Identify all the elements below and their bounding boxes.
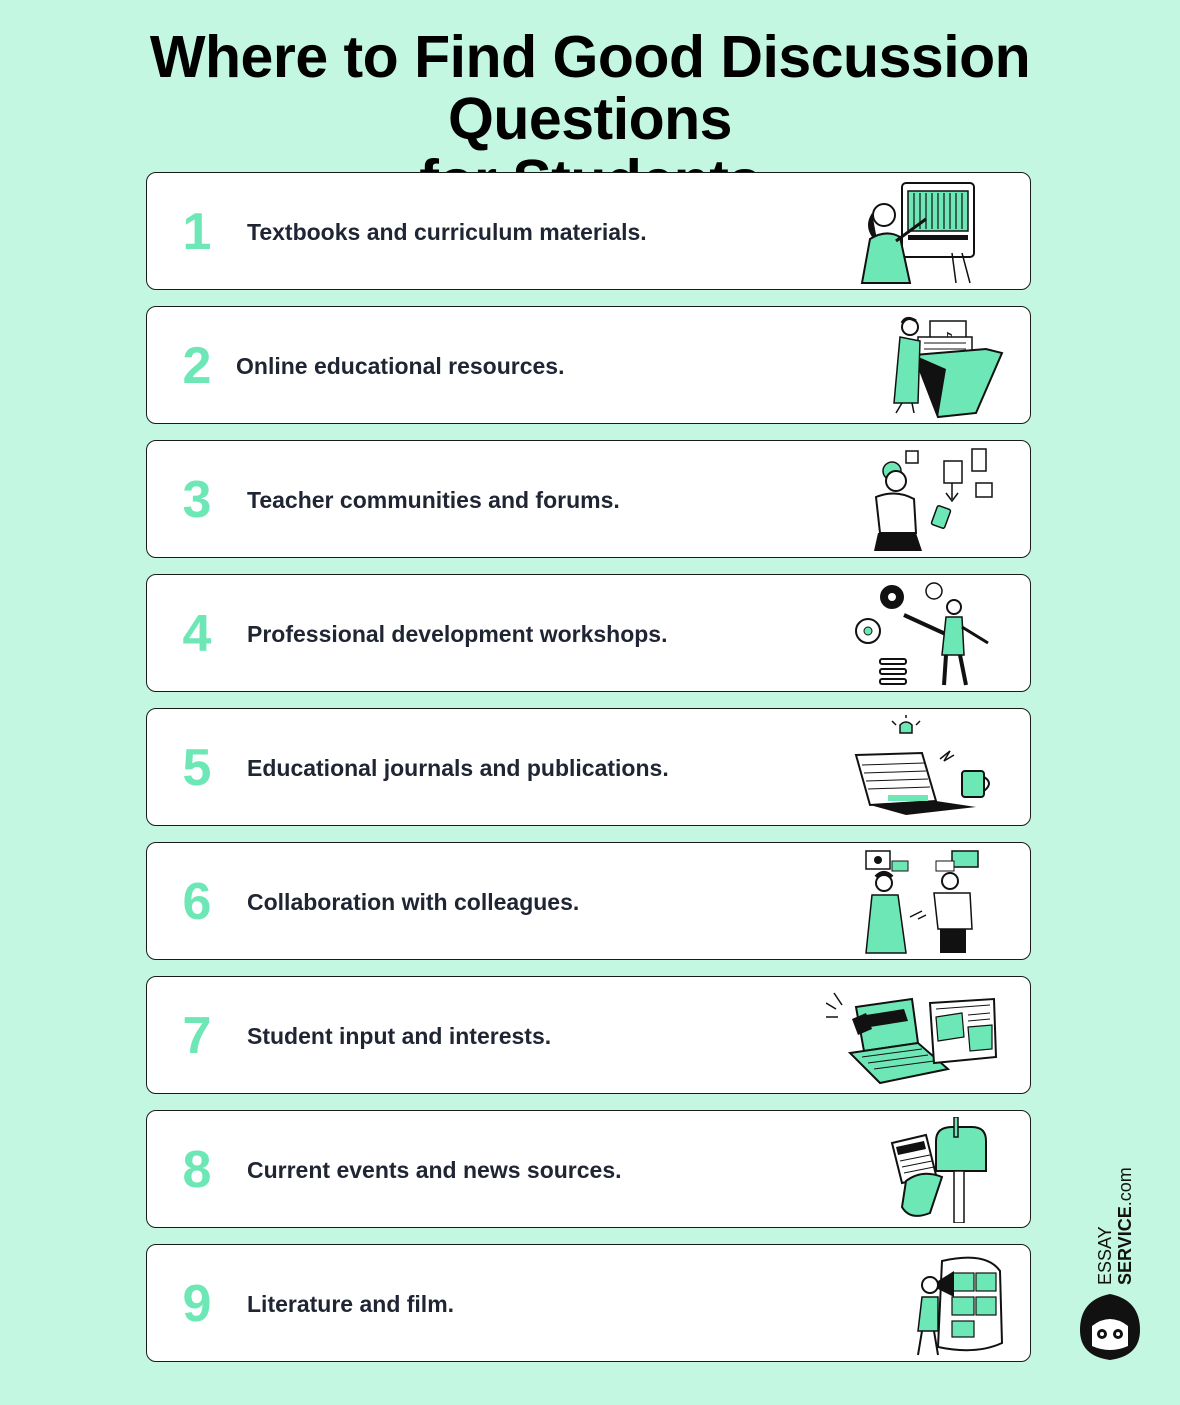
person-with-megaphone-film-icon — [826, 1251, 1006, 1357]
folder-with-files-icon — [826, 313, 1006, 419]
brand-line-2 — [1115, 1157, 1135, 1285]
item-number: 4 — [182, 605, 212, 663]
item-number: 9 — [182, 1275, 212, 1333]
brand-wordmark — [1095, 1157, 1135, 1285]
brand-service: SERVICE — [1115, 1206, 1135, 1285]
item-number: 3 — [182, 471, 212, 529]
teacher-at-board-icon — [826, 179, 1006, 285]
laptop-and-mug-icon — [826, 715, 1006, 821]
item-label: Educational journals and publications. — [247, 755, 669, 781]
item-label: Online educational resources. — [236, 353, 565, 379]
item-label: Literature and film. — [247, 1291, 455, 1317]
list-item — [146, 708, 1031, 826]
list-item — [146, 172, 1031, 290]
list-item — [146, 574, 1031, 692]
item-number: 7 — [182, 1007, 212, 1065]
list-item — [146, 976, 1031, 1094]
worker-with-gears-icon — [826, 581, 1006, 687]
list-item — [146, 1110, 1031, 1228]
item-label: Textbooks and curriculum materials. — [247, 219, 647, 245]
item-number: 5 — [182, 739, 212, 797]
two-colleagues-talking-icon — [826, 849, 1006, 955]
item-label: Professional development workshops. — [247, 621, 668, 647]
mailbox-with-news-icon — [826, 1117, 1006, 1223]
list-item — [146, 440, 1031, 558]
item-label: Current events and news sources. — [247, 1157, 622, 1183]
brand-domain: .com — [1115, 1167, 1135, 1207]
item-label: Collaboration with colleagues. — [247, 889, 580, 915]
person-with-tablet-media-icon — [826, 447, 1006, 553]
list-item — [146, 306, 1031, 424]
title-line-1: Where to Find Good Discussion Questions — [149, 24, 1031, 152]
item-label: Student input and interests. — [247, 1023, 552, 1049]
brand-line-1: ESSAY — [1095, 1226, 1115, 1285]
list-item — [146, 842, 1031, 960]
item-number: 1 — [182, 203, 212, 261]
item-number: 2 — [182, 337, 212, 395]
list-item — [146, 1244, 1031, 1362]
laptop-and-newspaper-icon — [826, 983, 1006, 1089]
item-number: 8 — [182, 1141, 212, 1199]
item-label: Teacher communities and forums. — [247, 487, 620, 513]
item-number: 6 — [182, 873, 212, 931]
